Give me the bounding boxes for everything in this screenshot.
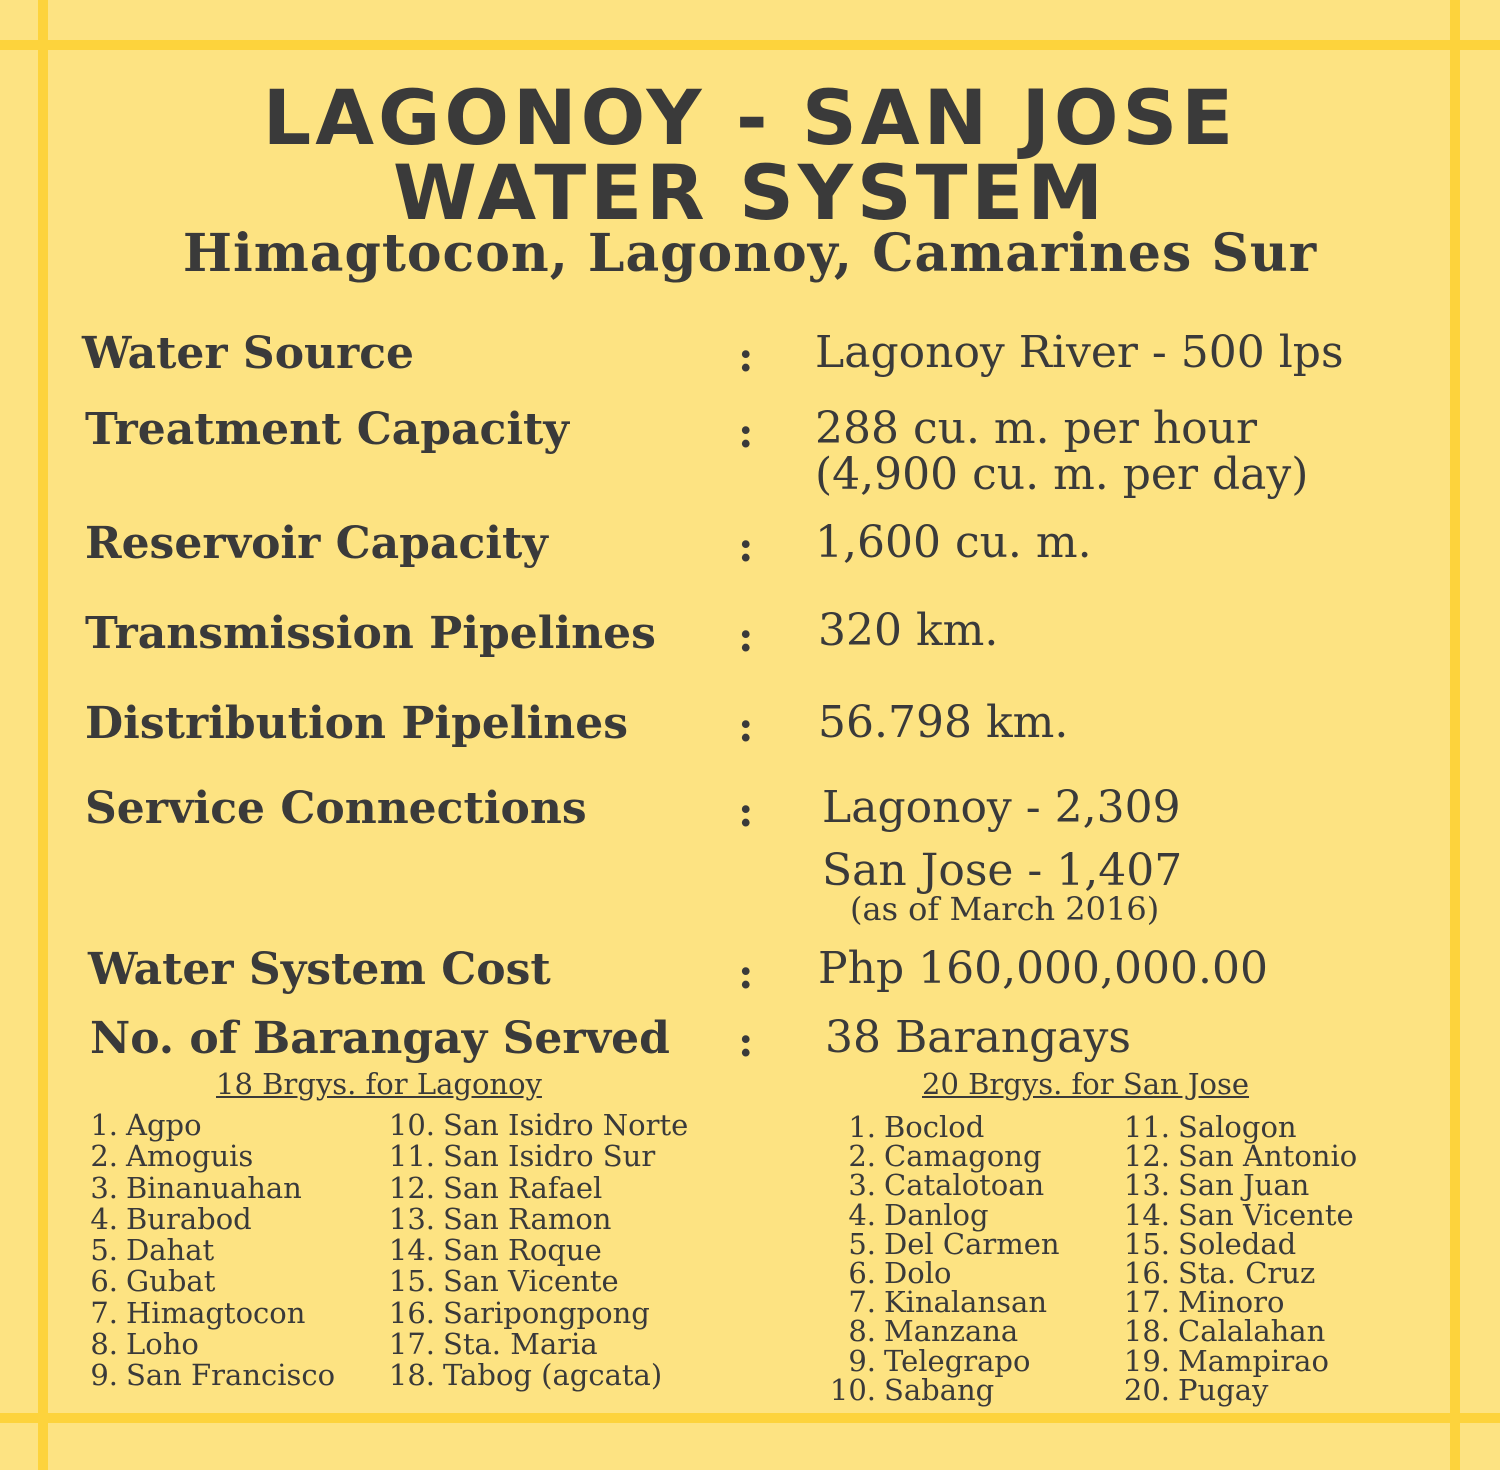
list-item <box>1112 1372 1357 1407</box>
list-item-number: 17. <box>1123 1285 1170 1320</box>
list-item-name: San Ramon <box>443 1201 612 1236</box>
list-item-number: 12. <box>388 1170 435 1205</box>
list-item-name: Pugay <box>1178 1372 1269 1407</box>
list-item <box>1112 1197 1357 1232</box>
list-item-name: Binanuahan <box>126 1170 302 1205</box>
list-item-name: Himagtocon <box>126 1295 306 1330</box>
list-item-name: Tabog (agcata) <box>443 1358 663 1393</box>
list-item <box>820 1285 1060 1320</box>
transmission-pipelines-colon: : <box>738 612 754 661</box>
list-item <box>820 1314 1060 1349</box>
list-item-number: 14. <box>388 1233 435 1268</box>
list-item-name: Dolo <box>884 1255 952 1290</box>
list-item-number: 18. <box>388 1358 435 1393</box>
list-item <box>80 1360 335 1391</box>
list-item <box>820 1343 1060 1378</box>
treatment-capacity-label: Treatment Capacity <box>85 404 569 455</box>
list-item-name: Boclod <box>884 1110 985 1144</box>
water-system-cost-label: Water System Cost <box>88 944 551 995</box>
list-item-name: San Rafael <box>443 1170 603 1205</box>
list-item-name: Salogon <box>1178 1110 1297 1144</box>
list-item-name: Soledad <box>1178 1226 1297 1261</box>
list-item-number: 14. <box>1123 1197 1170 1232</box>
list-item-number: 1. <box>848 1110 876 1144</box>
list-item <box>80 1201 335 1236</box>
list-item <box>375 1295 688 1330</box>
list-item <box>80 1295 335 1330</box>
list-item <box>375 1266 688 1297</box>
list-item <box>80 1141 335 1172</box>
list-item-number: 18. <box>1123 1314 1170 1349</box>
list-item <box>1112 1110 1357 1144</box>
list-item <box>1112 1314 1357 1349</box>
list-item-number: 13. <box>1123 1168 1170 1203</box>
list-item-number: 5. <box>90 1233 118 1268</box>
list-item-name: San Antonio <box>1178 1139 1358 1174</box>
list-item <box>80 1110 335 1141</box>
list-item-number: 11. <box>388 1139 435 1174</box>
distribution-pipelines-colon: : <box>738 702 754 751</box>
list-item-name: Sabang <box>884 1372 995 1407</box>
list-item <box>1112 1168 1357 1203</box>
list-item <box>80 1170 335 1205</box>
service-connections-sanjose: San Jose - 1,407 <box>822 845 1183 896</box>
list-item-number: 3. <box>90 1170 118 1205</box>
list-item-number: 8. <box>848 1314 876 1349</box>
list-item-number: 2. <box>90 1139 118 1174</box>
list-item-name: Burabod <box>126 1201 252 1236</box>
sanjose-list-col2 <box>1112 1110 1358 1407</box>
water-source-colon: : <box>738 332 754 381</box>
list-item-name: Amoguis <box>126 1139 254 1174</box>
list-item <box>375 1329 688 1360</box>
list-item <box>820 1255 1060 1290</box>
list-item-name: Sta. Maria <box>443 1327 598 1362</box>
page-title-line1: LAGONOY - SAN JOSE <box>262 73 1238 162</box>
list-item-name: Kinalansan <box>884 1285 1047 1320</box>
treatment-capacity-value-2: (4,900 cu. m. per day) <box>815 449 1309 500</box>
list-item <box>820 1110 1060 1144</box>
list-item-number: 6. <box>848 1255 876 1290</box>
reservoir-capacity-colon: : <box>738 522 754 571</box>
sanjose-list-col1 <box>820 1110 1060 1407</box>
list-item-number: 15. <box>1123 1226 1170 1261</box>
list-item-name: Catalotoan <box>884 1168 1045 1203</box>
list-item <box>1112 1139 1358 1174</box>
list-item-number: 5. <box>848 1226 876 1261</box>
lagonoy-list-header: 18 Brgys. for Lagonoy <box>216 1067 542 1101</box>
grid-line-bottom <box>0 1413 1500 1423</box>
list-item-name: Sta. Cruz <box>1178 1255 1316 1290</box>
list-item-name: Agpo <box>126 1108 202 1142</box>
water-system-cost-colon: : <box>738 949 754 998</box>
list-item-name: San Juan <box>1178 1168 1310 1203</box>
distribution-pipelines-label: Distribution Pipelines <box>85 698 629 749</box>
list-item <box>375 1110 688 1141</box>
list-item-name: Gubat <box>126 1264 216 1299</box>
list-item-number: 7. <box>90 1295 118 1330</box>
transmission-pipelines-label: Transmission Pipelines <box>85 608 656 659</box>
list-item <box>1112 1255 1357 1290</box>
lagonoy-list-col1 <box>80 1110 335 1392</box>
list-item <box>375 1235 688 1266</box>
location-subtitle: Himagtocon, Lagonoy, Camarines Sur <box>182 223 1318 284</box>
reservoir-capacity-label: Reservoir Capacity <box>85 518 548 569</box>
list-item-number: 16. <box>388 1295 435 1330</box>
list-item <box>820 1372 1060 1407</box>
barangays-served-colon: : <box>738 1017 754 1066</box>
list-item-name: Loho <box>126 1327 199 1362</box>
list-item <box>80 1329 335 1360</box>
treatment-capacity-colon: : <box>738 408 754 457</box>
list-item <box>375 1360 688 1391</box>
list-item-number: 13. <box>388 1201 435 1236</box>
list-item <box>820 1139 1060 1174</box>
list-item-name: Dahat <box>126 1233 215 1268</box>
list-item <box>820 1226 1060 1261</box>
grid-line-top <box>0 40 1500 50</box>
list-item-name: Del Carmen <box>884 1226 1060 1261</box>
list-item <box>820 1197 1060 1232</box>
list-item-number: 10. <box>829 1372 876 1407</box>
transmission-pipelines-value: 320 km. <box>818 605 999 656</box>
reservoir-capacity-value: 1,600 cu. m. <box>815 517 1092 568</box>
page-title-line2: WATER SYSTEM <box>393 148 1107 237</box>
list-item-name: Camagong <box>884 1139 1042 1174</box>
water-source-label: Water Source <box>82 328 414 379</box>
list-item-number: 10. <box>388 1108 435 1142</box>
lagonoy-list-col2 <box>375 1110 688 1392</box>
list-item-number: 16. <box>1123 1255 1170 1290</box>
list-item-name: Telegrapo <box>884 1343 1031 1378</box>
distribution-pipelines-value: 56.798 km. <box>818 697 1069 748</box>
water-system-cost-value: Php 160,000,000.00 <box>818 943 1268 994</box>
barangays-served-label: No. of Barangay Served <box>90 1013 670 1064</box>
service-connections-label: Service Connections <box>85 783 587 834</box>
list-item-number: 17. <box>388 1327 435 1362</box>
list-item-number: 4. <box>90 1201 118 1236</box>
list-item-name: San Isidro Sur <box>443 1139 656 1174</box>
list-item-name: Calalahan <box>1178 1314 1326 1349</box>
list-item-name: San Roque <box>443 1233 602 1268</box>
list-item-number: 15. <box>388 1264 435 1299</box>
list-item <box>375 1170 688 1205</box>
list-item <box>80 1266 335 1297</box>
list-item <box>820 1168 1060 1203</box>
list-item <box>1112 1285 1357 1320</box>
water-source-value: Lagonoy River - 500 lps <box>815 327 1344 378</box>
sanjose-list-header: 20 Brgys. for San Jose <box>922 1067 1250 1101</box>
list-item <box>1112 1226 1357 1261</box>
list-item-number: 8. <box>90 1327 118 1362</box>
list-item-number: 9. <box>848 1343 876 1378</box>
list-item <box>375 1141 688 1172</box>
treatment-capacity-value-1: 288 cu. m. per hour <box>815 403 1258 454</box>
service-connections-note: (as of March 2016) <box>850 890 1160 928</box>
list-item-number: 20. <box>1123 1372 1170 1407</box>
service-connections-colon: : <box>738 787 754 836</box>
list-item-number: 6. <box>90 1264 118 1299</box>
list-item-number: 1. <box>90 1108 118 1142</box>
list-item-name: San Vicente <box>1178 1197 1354 1232</box>
list-item-name: San Isidro Norte <box>443 1108 689 1142</box>
list-item-number: 11. <box>1123 1110 1170 1144</box>
list-item-number: 9. <box>90 1358 118 1393</box>
list-item-name: Minoro <box>1178 1285 1285 1320</box>
list-item-number: 19. <box>1123 1343 1170 1378</box>
list-item-name: San Francisco <box>126 1358 336 1393</box>
list-item-name: Danlog <box>884 1197 989 1232</box>
list-item-name: Manzana <box>884 1314 1019 1349</box>
list-item-number: 2. <box>848 1139 876 1174</box>
list-item-number: 7. <box>848 1285 876 1320</box>
list-item-number: 12. <box>1123 1139 1170 1174</box>
list-item-name: Mampirao <box>1178 1343 1329 1378</box>
list-item-number: 3. <box>848 1168 876 1203</box>
list-item-number: 4. <box>848 1197 876 1232</box>
barangays-served-value: 38 Barangays <box>825 1012 1131 1063</box>
list-item <box>1112 1343 1357 1378</box>
list-item-name: San Vicente <box>443 1264 619 1299</box>
service-connections-lagonoy: Lagonoy - 2,309 <box>822 782 1181 833</box>
list-item <box>375 1201 688 1236</box>
list-item-name: Saripongpong <box>443 1295 650 1330</box>
list-item <box>80 1235 335 1266</box>
